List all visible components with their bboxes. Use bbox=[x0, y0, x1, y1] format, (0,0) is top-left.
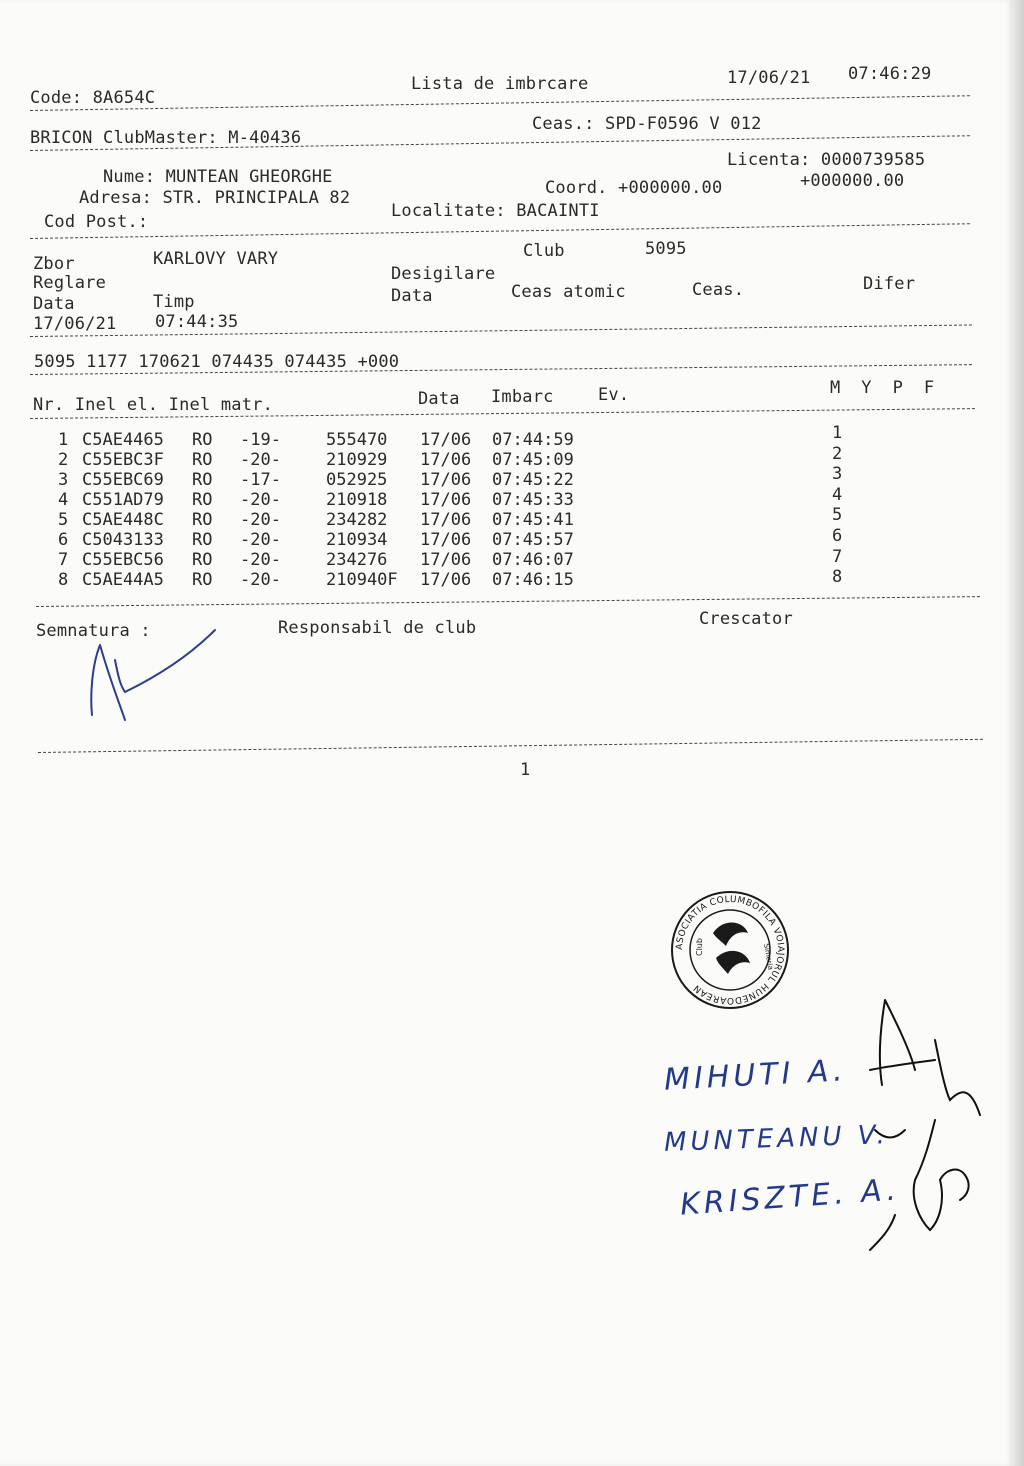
row-number: 3 bbox=[58, 470, 69, 490]
arrival-date: 17/06 bbox=[420, 530, 472, 550]
coordinates-text: Coord. +000000.00 bbox=[545, 178, 723, 198]
row-number: 2 bbox=[58, 450, 69, 470]
owner-address: Adresa: STR. PRINCIPALA 82 bbox=[79, 188, 351, 208]
postal-code-label: Cod Post.: bbox=[44, 212, 149, 232]
divider bbox=[36, 596, 980, 607]
code-text: Code: 8A654C bbox=[30, 88, 156, 108]
atomic-clock-label: Ceas atomic bbox=[511, 282, 626, 302]
table-row bbox=[0, 450, 1000, 470]
stamp-city-text: Simeria bbox=[762, 942, 775, 971]
licence-text: Licenta: 0000739585 bbox=[727, 150, 926, 170]
table-header-mypf: M Y P F bbox=[830, 378, 935, 398]
row-number: 1 bbox=[58, 430, 69, 450]
difference-label: Difer bbox=[863, 274, 916, 294]
electronic-ring: C551AD79 bbox=[82, 490, 164, 510]
handwritten-name-2: MUNTEANU V. bbox=[663, 1120, 890, 1158]
table-row bbox=[0, 510, 1000, 530]
row-number: 4 bbox=[58, 490, 69, 510]
club-responsible-label: Responsabil de club bbox=[278, 618, 477, 638]
arrival-date: 17/06 bbox=[420, 510, 472, 530]
ring-year: -20- bbox=[240, 570, 281, 590]
page-number: 1 bbox=[520, 760, 531, 780]
ring-year: -20- bbox=[240, 450, 281, 470]
breeder-label: Crescator bbox=[699, 609, 793, 629]
coordinates-second: +000000.00 bbox=[800, 171, 905, 191]
ring-number: 234282 bbox=[326, 510, 388, 530]
arrival-position: 6 bbox=[832, 526, 843, 546]
electronic-ring: C5043133 bbox=[82, 530, 164, 550]
document-title: Lista de imbrcare bbox=[411, 74, 589, 94]
basketing-time: 07:46:15 bbox=[492, 570, 574, 590]
signature-label: Semnatura : bbox=[36, 621, 151, 641]
country-code: RO bbox=[192, 490, 213, 510]
setting-date: 17/06/21 bbox=[33, 314, 117, 334]
stamp-ring-text: ASOCIATIA COLUMBOFILA VOIAJORUL HUNEDOAREAN bbox=[674, 894, 786, 1006]
arrival-position: 3 bbox=[832, 464, 843, 485]
basketing-time: 07:45:22 bbox=[492, 470, 574, 490]
country-code: RO bbox=[192, 470, 213, 490]
ring-number: 210929 bbox=[326, 450, 388, 470]
electronic-ring: C55EBC56 bbox=[82, 550, 164, 570]
unsealing-label: Desigilare bbox=[391, 264, 496, 284]
basketing-time: 07:44:59 bbox=[492, 430, 574, 450]
arrival-date: 17/06 bbox=[420, 470, 472, 490]
clubmaster-text: BRICON ClubMaster: M-40436 bbox=[30, 128, 302, 148]
divider bbox=[30, 95, 970, 111]
arrival-date: 17/06 bbox=[420, 570, 472, 590]
arrival-date: 17/06 bbox=[420, 550, 472, 570]
ring-number: 210934 bbox=[326, 530, 388, 550]
ring-number: 210918 bbox=[326, 490, 388, 510]
divider bbox=[30, 223, 970, 239]
table-row bbox=[0, 570, 1000, 590]
committee-signatures bbox=[840, 990, 1000, 1260]
ring-year: -20- bbox=[240, 490, 281, 510]
table-header-ev: Ev. bbox=[598, 385, 630, 405]
owner-name: Nume: MUNTEAN GHEORGHE bbox=[103, 167, 333, 187]
ring-year: -20- bbox=[240, 510, 281, 530]
row-number: 7 bbox=[58, 550, 69, 570]
row-number: 8 bbox=[58, 570, 69, 590]
country-code: RO bbox=[192, 570, 213, 590]
arrival-date: 17/06 bbox=[420, 450, 472, 470]
arrival-position: 8 bbox=[832, 567, 843, 588]
table-header-basketing: Imbarc bbox=[491, 387, 554, 407]
arrival-position: 4 bbox=[832, 484, 843, 505]
clock-label: Ceas. bbox=[692, 280, 745, 300]
page-edge bbox=[1012, 0, 1024, 1466]
country-code: RO bbox=[192, 430, 213, 450]
country-code: RO bbox=[192, 450, 213, 470]
clock-text: Ceas.: SPD-F0596 V 012 bbox=[532, 114, 762, 134]
owner-signature bbox=[80, 620, 230, 730]
handwritten-name-1: MIHUTI A. bbox=[663, 1053, 848, 1098]
divider bbox=[38, 739, 983, 753]
club-label: Club bbox=[523, 241, 565, 261]
handwritten-name-3: KRISZTE. A. bbox=[679, 1172, 901, 1223]
unsealing-date-label: Data bbox=[391, 286, 433, 306]
arrival-date: 17/06 bbox=[420, 490, 472, 510]
time-label: Timp bbox=[153, 292, 195, 312]
ring-number: 052925 bbox=[326, 470, 388, 490]
country-code: RO bbox=[192, 550, 213, 570]
table-row bbox=[0, 490, 1000, 510]
club-stamp bbox=[668, 888, 792, 1012]
ring-year: -20- bbox=[240, 530, 281, 550]
arrival-position: 1 bbox=[832, 423, 843, 443]
basketing-time: 07:45:41 bbox=[492, 510, 574, 530]
table-header-rings: Nr. Inel el. Inel matr. bbox=[33, 395, 274, 415]
electronic-ring: C5AE4465 bbox=[82, 430, 164, 450]
clock-code-line: 5095 1177 170621 074435 074435 +000 bbox=[34, 352, 400, 372]
ring-year: -19- bbox=[240, 430, 281, 450]
print-time: 07:46:29 bbox=[848, 64, 932, 84]
electronic-ring: C55EBC69 bbox=[82, 470, 164, 490]
flight-destination: KARLOVY VARY bbox=[153, 249, 279, 269]
electronic-ring: C5AE448C bbox=[82, 510, 164, 530]
table-row bbox=[0, 470, 1000, 490]
ring-number: 555470 bbox=[326, 430, 388, 450]
table-header-date: Data bbox=[418, 389, 460, 409]
arrival-position: 7 bbox=[832, 546, 843, 567]
ring-number: 210940F bbox=[326, 570, 398, 590]
arrival-date: 17/06 bbox=[420, 430, 472, 450]
locality-text: Localitate: BACAINTI bbox=[391, 201, 600, 221]
country-code: RO bbox=[192, 510, 213, 530]
setting-label: Reglare bbox=[33, 273, 107, 293]
ring-number: 234276 bbox=[326, 550, 388, 570]
basketing-time: 07:45:57 bbox=[492, 530, 574, 550]
date-label: Data bbox=[33, 294, 75, 314]
arrival-position: 2 bbox=[832, 443, 843, 464]
ring-year: -17- bbox=[240, 470, 281, 490]
row-number: 6 bbox=[58, 530, 69, 550]
table-row bbox=[0, 430, 1000, 450]
basketing-time: 07:45:09 bbox=[492, 450, 574, 470]
row-number: 5 bbox=[58, 510, 69, 530]
print-date: 17/06/21 bbox=[727, 68, 811, 88]
ring-year: -20- bbox=[240, 550, 281, 570]
stamp-club-text: Club bbox=[695, 938, 704, 956]
basketing-time: 07:45:33 bbox=[492, 490, 574, 510]
table-row bbox=[0, 550, 1000, 570]
table-row bbox=[0, 530, 1000, 550]
country-code: RO bbox=[192, 530, 213, 550]
club-value: 5095 bbox=[645, 239, 687, 259]
electronic-ring: C55EBC3F bbox=[82, 450, 164, 470]
setting-time: 07:44:35 bbox=[155, 312, 239, 332]
arrival-position: 5 bbox=[832, 505, 843, 526]
flight-label: Zbor bbox=[33, 254, 75, 274]
electronic-ring: C5AE44A5 bbox=[82, 570, 164, 590]
basketing-time: 07:46:07 bbox=[492, 550, 574, 570]
